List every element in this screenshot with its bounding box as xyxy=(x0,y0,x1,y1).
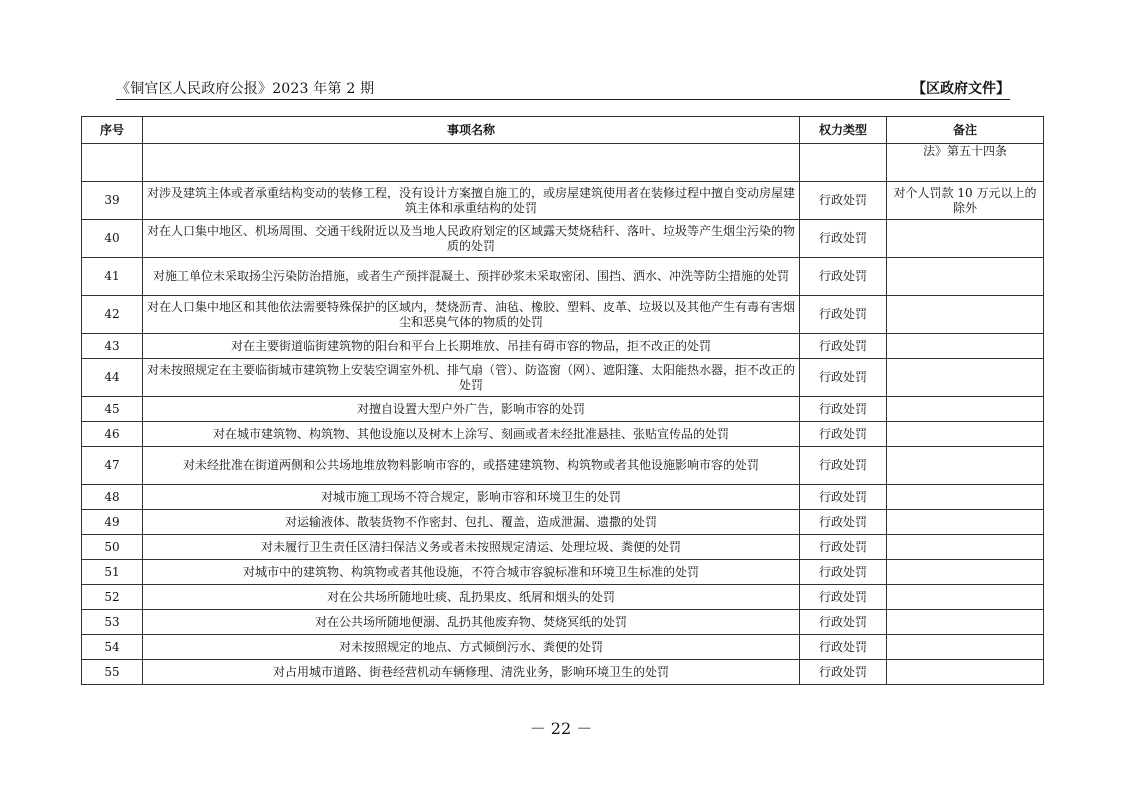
row-name: 对在主要街道临街建筑物的阳台和平台上长期堆放、吊挂有碍市容的物品，拒不改正的处罚 xyxy=(143,334,800,359)
row-name: 对未履行卫生责任区清扫保洁义务或者未按照规定清运、处理垃圾、粪便的处罚 xyxy=(143,535,800,560)
row-name: 对在人口集中地区和其他依法需要特殊保护的区域内，焚烧沥青、油毡、橡胶、塑料、皮革、垃圾以及其他产生有毒有害烟尘和恶臭气体的物质的处罚 xyxy=(143,296,800,334)
row-type: 行政处罚 xyxy=(800,422,887,447)
row-name: 对擅自设置大型户外广告，影响市容的处罚 xyxy=(143,397,800,422)
row-name: 对运输液体、散装货物不作密封、包扎、覆盖，造成泄漏、遗撒的处罚 xyxy=(143,510,800,535)
row-note xyxy=(887,635,1044,660)
row-name: 对涉及建筑主体或者承重结构变动的装修工程，没有设计方案擅自施工的，或房屋建筑使用者在装修过程中擅自变动房屋建筑主体和承重结构的处罚 xyxy=(143,182,800,220)
table-row xyxy=(82,535,1044,560)
row-note xyxy=(887,220,1044,258)
row-name: 对施工单位未采取扬尘污染防治措施，或者生产预拌混凝土、预拌砂浆未采取密闭、围挡、洒水、冲洗等防尘措施的处罚 xyxy=(143,258,800,296)
row-name: 对占用城市道路、街巷经营机动车辆修理、清洗业务，影响环境卫生的处罚 xyxy=(143,660,800,685)
table-row xyxy=(82,359,1044,397)
table-row xyxy=(82,485,1044,510)
row-note xyxy=(887,296,1044,334)
row-note xyxy=(887,560,1044,585)
row-type: 行政处罚 xyxy=(800,182,887,220)
column-header-type: 权力类型 xyxy=(800,117,887,144)
row-no: 40 xyxy=(82,220,143,258)
table-header-row xyxy=(82,117,1044,144)
row-note xyxy=(887,422,1044,447)
row-no: 46 xyxy=(82,422,143,447)
header-divider xyxy=(116,99,1010,100)
row-type: 行政处罚 xyxy=(800,258,887,296)
row-name: 对城市中的建筑物、构筑物或者其他设施，不符合城市容貌标准和环境卫生标准的处罚 xyxy=(143,560,800,585)
bulletin-title: 《铜官区人民政府公报》2023 年第 2 期 xyxy=(116,81,375,97)
row-no: 44 xyxy=(82,359,143,397)
row-type: 行政处罚 xyxy=(800,585,887,610)
table-row xyxy=(82,422,1044,447)
table-row xyxy=(82,447,1044,485)
table-row xyxy=(82,182,1044,220)
table-row xyxy=(82,635,1044,660)
row-type: 行政处罚 xyxy=(800,610,887,635)
row-type: 行政处罚 xyxy=(800,535,887,560)
page-header xyxy=(116,78,1010,100)
row-no: 53 xyxy=(82,610,143,635)
row-name: 对在人口集中地区、机场周围、交通干线附近以及当地人民政府划定的区域露天焚烧秸秆、落叶、垃圾等产生烟尘污染的物质的处罚 xyxy=(143,220,800,258)
table-row xyxy=(82,560,1044,585)
row-type: 行政处罚 xyxy=(800,635,887,660)
table-row xyxy=(82,510,1044,535)
row-type: 行政处罚 xyxy=(800,334,887,359)
row-type xyxy=(800,144,887,182)
row-note xyxy=(887,510,1044,535)
row-no: 54 xyxy=(82,635,143,660)
row-note xyxy=(887,610,1044,635)
row-type: 行政处罚 xyxy=(800,660,887,685)
row-note: 法》第五十四条 xyxy=(887,144,1044,182)
table-row xyxy=(82,660,1044,685)
row-no xyxy=(82,144,143,182)
row-type: 行政处罚 xyxy=(800,359,887,397)
row-note xyxy=(887,258,1044,296)
table-row xyxy=(82,397,1044,422)
row-no: 51 xyxy=(82,560,143,585)
row-type: 行政处罚 xyxy=(800,397,887,422)
table-row xyxy=(82,334,1044,359)
column-header-note: 备注 xyxy=(887,117,1044,144)
row-note xyxy=(887,535,1044,560)
column-header-no: 序号 xyxy=(82,117,143,144)
section-label: 【区政府文件】 xyxy=(912,81,1010,97)
row-note xyxy=(887,485,1044,510)
row-name: 对在公共场所随地便溺、乱扔其他废弃物、焚烧冥纸的处罚 xyxy=(143,610,800,635)
row-type: 行政处罚 xyxy=(800,447,887,485)
page-number: － 22 － xyxy=(529,719,593,738)
table-row xyxy=(82,144,1044,182)
row-no: 48 xyxy=(82,485,143,510)
table-row xyxy=(82,296,1044,334)
table-row xyxy=(82,220,1044,258)
row-no: 52 xyxy=(82,585,143,610)
row-no: 39 xyxy=(82,182,143,220)
row-no: 47 xyxy=(82,447,143,485)
row-note xyxy=(887,334,1044,359)
row-no: 45 xyxy=(82,397,143,422)
row-name: 对城市施工现场不符合规定，影响市容和环境卫生的处罚 xyxy=(143,485,800,510)
row-no: 41 xyxy=(82,258,143,296)
row-note: 对个人罚款 10 万元以上的除外 xyxy=(887,182,1044,220)
table-row xyxy=(82,258,1044,296)
row-name: 对未按照规定的地点、方式倾倒污水、粪便的处罚 xyxy=(143,635,800,660)
row-note xyxy=(887,585,1044,610)
row-no: 43 xyxy=(82,334,143,359)
row-no: 49 xyxy=(82,510,143,535)
row-type: 行政处罚 xyxy=(800,560,887,585)
row-type: 行政处罚 xyxy=(800,220,887,258)
row-note xyxy=(887,447,1044,485)
penalty-items-table xyxy=(81,116,1044,685)
column-header-name: 事项名称 xyxy=(143,117,800,144)
table-row xyxy=(82,585,1044,610)
row-no: 55 xyxy=(82,660,143,685)
row-name: 对未按照规定在主要临街城市建筑物上安装空调室外机、排气扇（管）、防盗窗（网）、遮阳篷、太阳能热水器，拒不改正的处罚 xyxy=(143,359,800,397)
row-type: 行政处罚 xyxy=(800,510,887,535)
row-note xyxy=(887,660,1044,685)
row-name: 对未经批准在街道两侧和公共场地堆放物料影响市容的，或搭建建筑物、构筑物或者其他设施影响市容的处罚 xyxy=(143,447,800,485)
row-type: 行政处罚 xyxy=(800,485,887,510)
row-no: 50 xyxy=(82,535,143,560)
row-name: 对在城市建筑物、构筑物、其他设施以及树木上涂写、刻画或者未经批准悬挂、张贴宣传品的处罚 xyxy=(143,422,800,447)
row-type: 行政处罚 xyxy=(800,296,887,334)
row-note xyxy=(887,397,1044,422)
row-name xyxy=(143,144,800,182)
row-no: 42 xyxy=(82,296,143,334)
table-row xyxy=(82,610,1044,635)
row-note xyxy=(887,359,1044,397)
row-name: 对在公共场所随地吐痰、乱扔果皮、纸屑和烟头的处罚 xyxy=(143,585,800,610)
